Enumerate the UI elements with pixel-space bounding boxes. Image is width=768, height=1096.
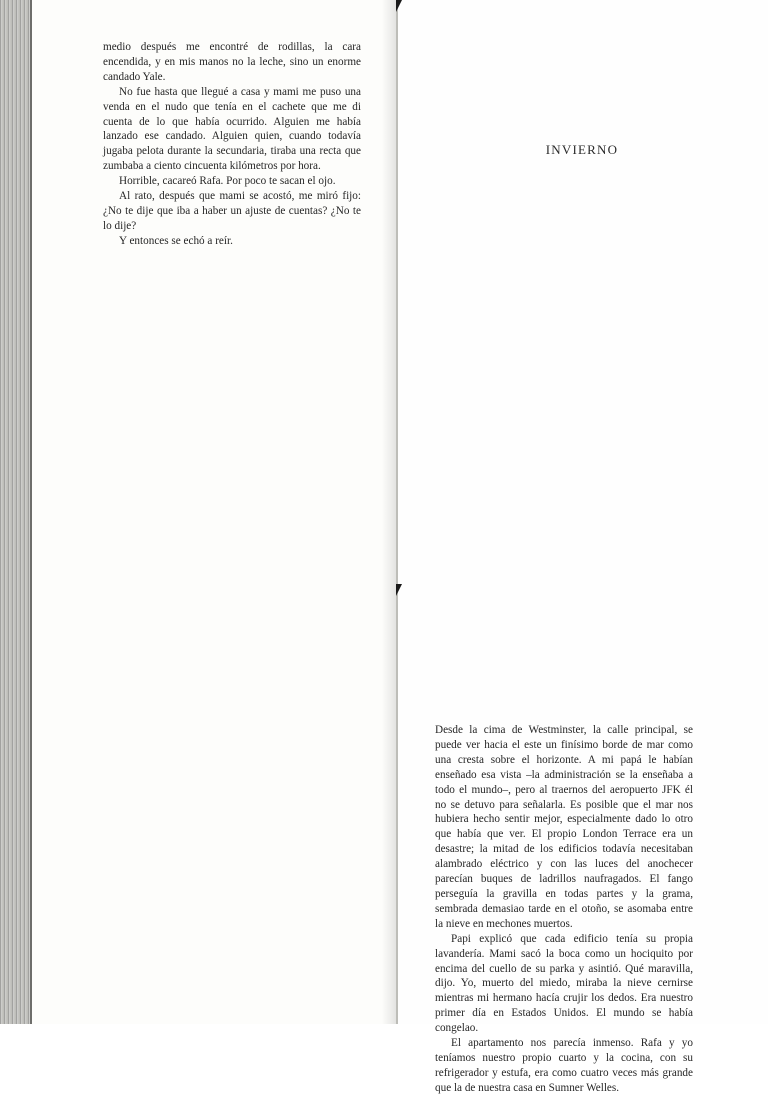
page-edges-stack: [0, 584, 32, 1024]
paragraph: Y entonces se echó a reír.: [119, 234, 233, 247]
gutter-shadow: [382, 0, 396, 584]
chapter-title: INVIERNO: [545, 142, 619, 157]
paragraph: No fue hasta que llegué a casa y mami me puso una venda en el nudo que tenía en el cachete que me di cuenta de lo que había ocurrido. Alguien me había lanzado ese candado. Alguien quien, cuando todavía jugaba pelota durante la secundaria, tiraba una recta que zumbaba a ciento cincuenta kilómetros por hora.: [103, 85, 361, 173]
right-page-recto: [396, 0, 768, 584]
paragraph: Papi explicó que cada edificio tenía su propia lavandería. Mami sacó la boca como un hociquito por encima del cuello de su parka y asintió. Qué maravilla, dijo. Yo, muerto del miedo, miraba la nieve cernirse mientras mi hermano hacía crujir los dedos. Era nuestro primer día en Estados Unidos. El mundo se había congelao.: [435, 932, 693, 1035]
spine-bookmark-icon: [396, 584, 402, 596]
left-page-verso: [0, 0, 396, 584]
page-edges-stack: [0, 0, 32, 584]
body-text: [103, 40, 361, 249]
spine-line: [396, 584, 398, 1024]
paragraph: Desde la cima de Westminster, la calle principal, se puede ver hacia el este un finísimo borde de mar como una cresta sobre el horizonte. A mi papá le habían enseñado esa vista –la administración se la enseñaba a todo el mundo–, pero al traernos del aeropuerto JFK él no se detuvo para señalarla. Es posible que el mar nos hubiera hecho sentir mejor, especialmente dado lo otro que había que ver. El propio London Terrace era un desastre; la mitad de los edificios todavía necesitaban alambrado eléctrico y con las luces del anochecer parecían buques de ladrillos naufragados. El fango perseguía la gravilla en todas partes y la grama, sembrada demasiao tarde en el otoño, se asomaba entre la nieve en mechones muertos.: [435, 724, 693, 930]
left-page-verso: [0, 584, 396, 1024]
bottom-spread: [0, 584, 768, 1094]
spine-line: [396, 0, 398, 584]
gutter-shadow: [382, 584, 396, 1024]
body-text: [435, 723, 693, 1096]
paragraph: medio después me encontré de rodillas, la cara encendida, y en mis manos no la leche, sino un enorme candado Yale.: [103, 41, 361, 83]
paragraph: Al rato, después que mami se acostó, me miró fijo: ¿No te dije que iba a haber un ajuste de cuentas? ¿No te lo dije?: [103, 190, 361, 232]
spine-bookmark-icon: [396, 0, 402, 12]
paragraph: Horrible, cacareó Rafa. Por poco te sacan el ojo.: [119, 175, 336, 188]
paragraph: El apartamento nos parecía inmenso. Rafa y yo teníamos nuestro propio cuarto y la cocina, con su refrigerador y estufa, era como cuatro veces más grande que la de nuestra casa en Sumner Welles.: [435, 1037, 693, 1094]
